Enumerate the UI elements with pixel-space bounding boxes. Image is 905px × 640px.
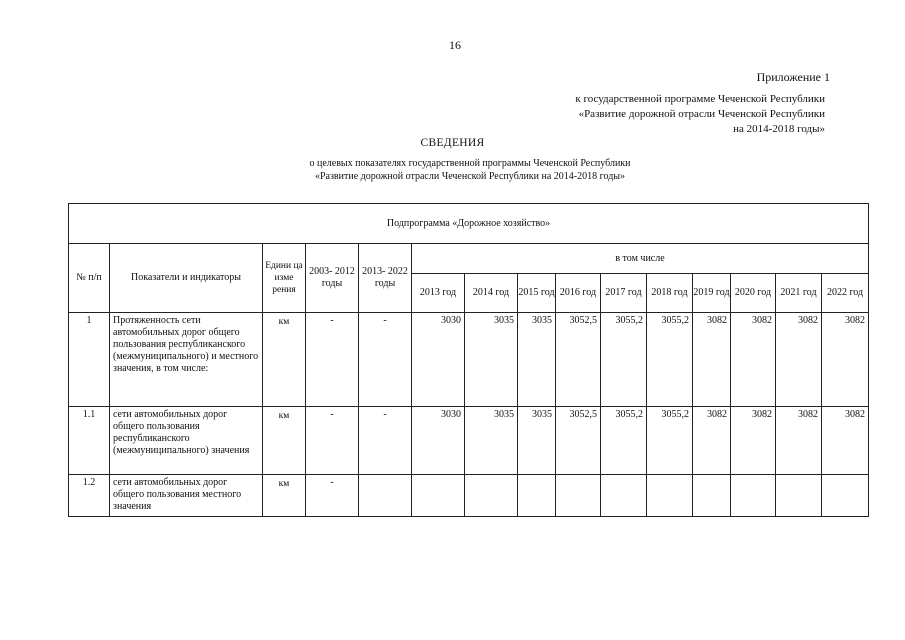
subprogram-row: [69, 204, 869, 244]
row-value: [465, 475, 518, 517]
document-subtitle: [0, 157, 905, 183]
row-number: 1.1: [69, 407, 110, 475]
year-header: 2022 год: [822, 274, 869, 313]
subtitle-line: о целевых показателях государственной программы Чеченской Республики: [309, 158, 631, 169]
year-header: 2016 год: [556, 274, 601, 313]
indicators-table: [68, 203, 869, 517]
row-unit: км: [263, 407, 306, 475]
col-header-2013-2022: 2013- 2022 годы: [359, 244, 412, 313]
appendix-line: к государственной программе Чеченской Республики: [575, 93, 825, 105]
row-indicator: Протяженность сети автомобильных дорог общего пользования республиканского (межмуниципального) и местного значения, в том числе:: [110, 313, 263, 407]
row-value: 3055,2: [647, 313, 693, 407]
row-value: 3035: [518, 313, 556, 407]
row-2003-2012: -: [306, 313, 359, 407]
document-title: СВЕДЕНИЯ: [420, 137, 485, 149]
row-value: 3082: [822, 313, 869, 407]
row-2013-2022: [359, 475, 412, 517]
row-value: [556, 475, 601, 517]
row-value: 3035: [518, 407, 556, 475]
row-value: 3035: [465, 407, 518, 475]
col-header-unit: Едини ца изме рения: [263, 244, 306, 313]
row-value: 3082: [731, 407, 776, 475]
row-value: 3082: [693, 313, 731, 407]
subtitle-line: «Развитие дорожной отрасли Чеченской Республики на 2014-2018 годы»: [314, 171, 626, 182]
row-value: 3052,5: [556, 407, 601, 475]
year-header: 2019 год: [693, 274, 731, 313]
row-value: 3055,2: [601, 313, 647, 407]
year-header: 2013 год: [412, 274, 465, 313]
row-value: 3082: [776, 313, 822, 407]
year-header: 2020 год: [731, 274, 776, 313]
table-row: [69, 313, 869, 407]
year-header: 2017 год: [601, 274, 647, 313]
year-header: 2015 год: [518, 274, 556, 313]
row-unit: км: [263, 475, 306, 517]
row-value: 3055,2: [601, 407, 647, 475]
row-value: 3082: [693, 407, 731, 475]
page-number: 16: [449, 38, 461, 52]
col-header-num: № п/п: [69, 244, 110, 313]
row-value: [693, 475, 731, 517]
appendix-title: Приложение 1: [756, 70, 830, 84]
col-header-group: в том числе: [412, 244, 869, 274]
row-value: 3082: [731, 313, 776, 407]
row-value: 3035: [465, 313, 518, 407]
row-2013-2022: -: [359, 313, 412, 407]
row-value: [647, 475, 693, 517]
row-indicator: сети автомобильных дорог общего пользования местного значения: [110, 475, 263, 517]
row-number: 1.2: [69, 475, 110, 517]
row-number: 1: [69, 313, 110, 407]
row-value: [412, 475, 465, 517]
row-2013-2022: -: [359, 407, 412, 475]
appendix-reference: [575, 92, 825, 137]
table-row: [69, 475, 869, 517]
row-value: [518, 475, 556, 517]
row-unit: км: [263, 313, 306, 407]
row-2003-2012: -: [306, 407, 359, 475]
row-value: 3082: [776, 407, 822, 475]
row-2003-2012: -: [306, 475, 359, 517]
row-value: [776, 475, 822, 517]
row-value: [601, 475, 647, 517]
row-value: 3082: [822, 407, 869, 475]
row-value: [822, 475, 869, 517]
row-value: 3055,2: [647, 407, 693, 475]
col-header-name: Показатели и индикаторы: [110, 244, 263, 313]
col-header-2003-2012: 2003- 2012 годы: [306, 244, 359, 313]
subprogram-title: Подпрограмма «Дорожное хозяйство»: [69, 204, 869, 244]
table-row: [69, 407, 869, 475]
appendix-line: на 2014-2018 годы»: [733, 123, 825, 135]
year-header: 2018 год: [647, 274, 693, 313]
row-value: 3030: [412, 313, 465, 407]
year-header: 2014 год: [465, 274, 518, 313]
row-value: 3030: [412, 407, 465, 475]
row-value: [731, 475, 776, 517]
row-value: 3052,5: [556, 313, 601, 407]
row-indicator: сети автомобильных дорог общего пользования республиканского (межмуниципального) значения: [110, 407, 263, 475]
appendix-line: «Развитие дорожной отрасли Чеченской Республики: [578, 108, 825, 120]
header-row: [69, 244, 869, 274]
year-header: 2021 год: [776, 274, 822, 313]
